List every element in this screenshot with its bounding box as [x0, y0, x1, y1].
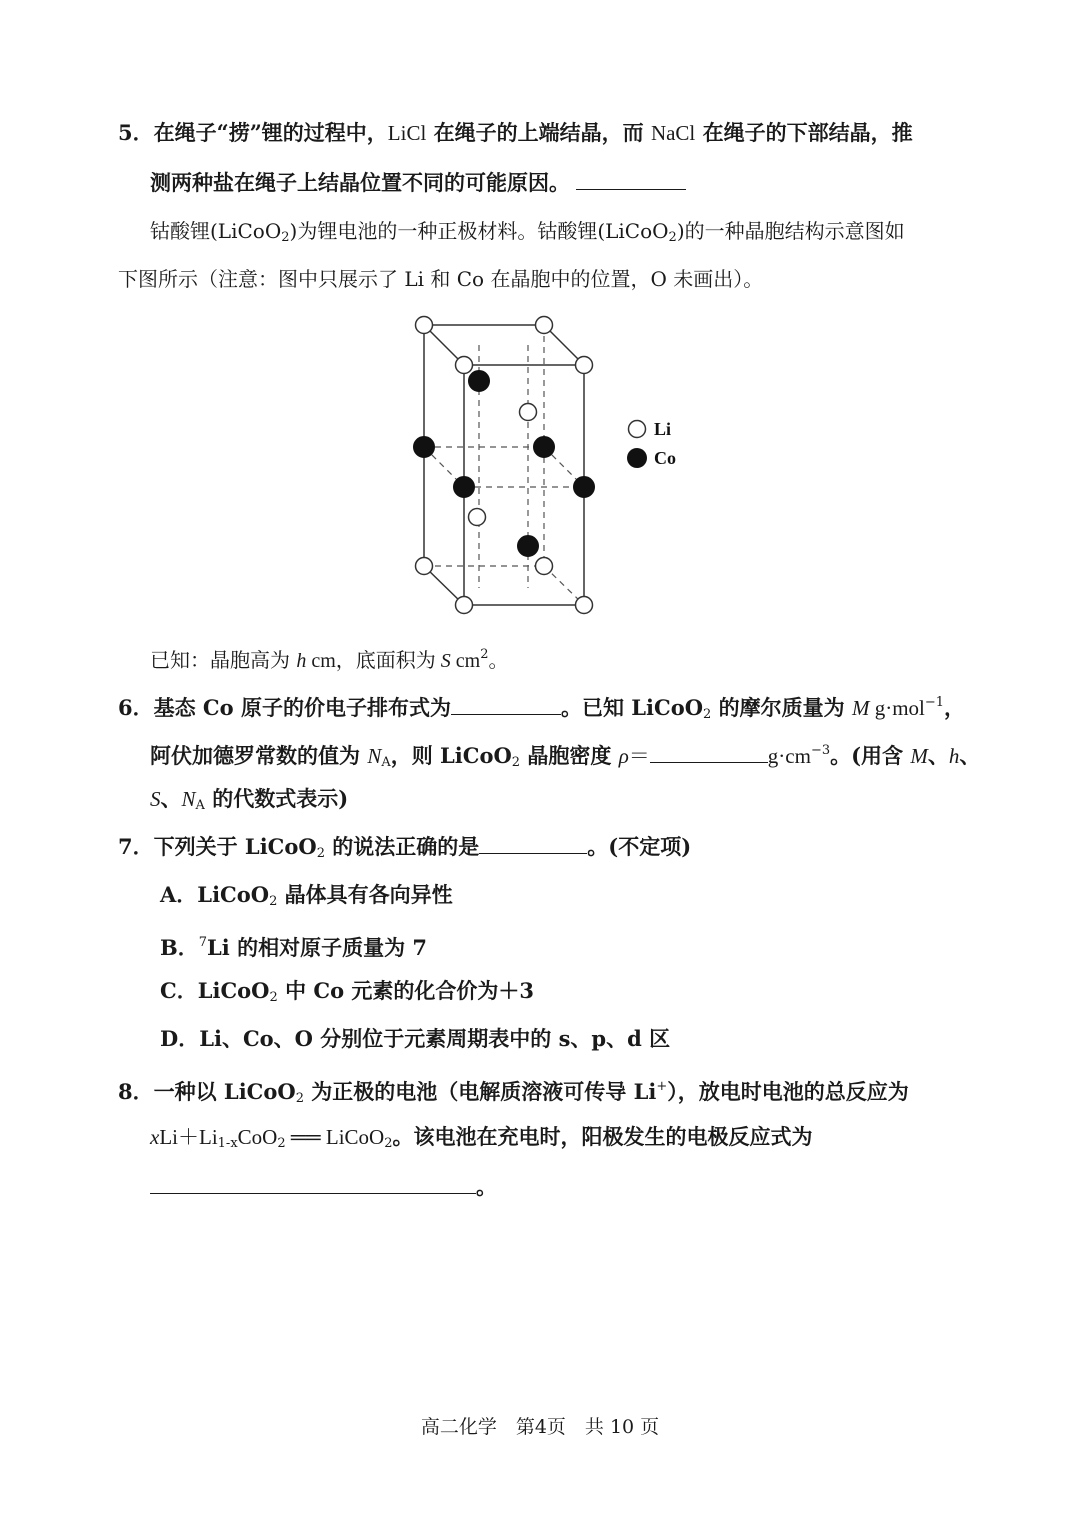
- q6-l-sep: 、: [160, 786, 182, 811]
- co-atom: [469, 371, 490, 392]
- q6-units: g·mol: [869, 696, 925, 720]
- q6-sub-1: 2: [703, 707, 712, 722]
- q8-text-b: 为正极的电池（电解质溶液可传导 Li: [303, 1079, 657, 1104]
- q8-answer-blank[interactable]: [150, 1173, 476, 1194]
- li-atom: [576, 597, 593, 614]
- q7-option-c-text-b: 中 Co 元素的化合价为＋3: [277, 978, 535, 1003]
- q6-number: 6．: [118, 695, 154, 720]
- q6-k-sep2: 、: [959, 743, 981, 768]
- li-atom: [469, 509, 486, 526]
- crystal-cell-figure: [400, 305, 700, 625]
- q6-units-sup: −1: [924, 695, 945, 710]
- q6-sub-2: 2: [511, 755, 521, 770]
- q6-text-b: 。已知 LiCoO: [560, 695, 704, 720]
- q8-text-a: 一种以 LiCoO: [153, 1079, 296, 1104]
- intro-line-1: [150, 216, 905, 253]
- q6-k-sep1: 、: [927, 743, 949, 768]
- figure-legend: [627, 419, 676, 468]
- q8-sub-3: 2: [384, 1136, 393, 1151]
- li-atom: [536, 317, 553, 334]
- intro-sub-1: 2: [281, 230, 290, 245]
- q7-stem-c: 。(不定项): [587, 834, 692, 859]
- q6-text-c: 的摩尔质量为: [711, 695, 852, 720]
- li-atom: [416, 317, 433, 334]
- q5-line-1: [118, 118, 913, 148]
- known-sup: 2: [480, 647, 489, 662]
- q6-text-a: 基态 Co 原子的价电子排布式为: [153, 695, 451, 720]
- q7-option-a-text-b: 晶体具有各向异性: [277, 882, 453, 907]
- q7-number: 7．: [118, 834, 154, 859]
- q8-text-e: CoO: [237, 1125, 278, 1149]
- q6-rho: ρ: [618, 744, 629, 768]
- intro-text-2: 下图所示（注意：图中只展示了 Li 和 Co 在晶胞中的位置，O 未画出）。: [118, 267, 764, 291]
- q6-text-g: ，则 LiCoO: [390, 743, 512, 768]
- q7-option-a-label: A．: [160, 882, 198, 907]
- q8-text-f: ══ LiCoO: [285, 1125, 385, 1149]
- q8-sub-1: 2: [295, 1091, 304, 1106]
- footer-text: 高二化学 第4页 共 10 页: [420, 1416, 660, 1438]
- q6-l-end: 的代数式表示): [204, 786, 349, 811]
- li-atom: [456, 357, 473, 374]
- q5-answer-blank[interactable]: [576, 169, 686, 190]
- li-atom: [520, 404, 537, 421]
- intro-text-a: 钴酸锂(LiCoO: [150, 219, 282, 243]
- q6-density-units: g·cm: [767, 744, 811, 768]
- q8-sup: +: [656, 1079, 668, 1094]
- co-atom: [454, 477, 475, 498]
- known-mid: cm，底面积为: [306, 650, 441, 672]
- q5-text-2: 测两种盐在绳子上结晶位置不同的可能原因。: [150, 170, 570, 195]
- q6-na: N: [367, 744, 382, 768]
- q7-stem-b: 的说法正确的是: [324, 834, 480, 859]
- q6-blank-1[interactable]: [451, 694, 561, 715]
- q6-l-na-sub: A: [195, 798, 205, 813]
- q6-k-m: M: [910, 744, 928, 768]
- cell-dashed-edges: [424, 325, 584, 605]
- q5-nacl: NaCl: [650, 121, 696, 145]
- q6-blank-2[interactable]: [650, 742, 768, 763]
- q7-option-b-sup: 7: [198, 935, 208, 950]
- known-end: 。: [488, 648, 509, 672]
- q6-l-s: S: [150, 787, 161, 811]
- q8-line-2: [150, 1122, 813, 1159]
- q6-na-sub: A: [381, 755, 391, 770]
- q8-text-d: Li＋Li: [159, 1125, 218, 1149]
- q5-text-post: 在绳子的下部结晶，推: [695, 120, 913, 145]
- q7-option-b-text: Li 的相对原子质量为 7: [207, 935, 428, 960]
- q5-line-2: [150, 168, 686, 198]
- intro-sub-2: 2: [668, 230, 677, 245]
- known-line: [150, 640, 509, 676]
- q5-text-pre: 在绳子“捞”锂的过程中，: [153, 120, 388, 145]
- q8-text-c: ），放电时电池的总反应为: [667, 1079, 909, 1104]
- q7-option-a[interactable]: [160, 880, 453, 917]
- q6-line-1: [118, 688, 965, 730]
- li-atom: [456, 597, 473, 614]
- li-atom: [576, 357, 593, 374]
- q7-option-c-label: C．: [160, 978, 198, 1003]
- q6-text-h: 晶胞密度: [520, 743, 619, 768]
- li-atom: [536, 558, 553, 575]
- q7-option-a-sub: 2: [269, 894, 278, 909]
- q6-text-f: 阿伏加德罗常数的值为: [150, 743, 368, 768]
- q7-option-c[interactable]: [160, 976, 534, 1013]
- q7-option-d-label: D．: [160, 1026, 200, 1051]
- q6-k-h: h: [948, 744, 960, 768]
- q8-sub-x: 1-x: [217, 1136, 238, 1151]
- q6-l-na: N: [181, 787, 196, 811]
- q7-option-a-text-a: LiCoO: [197, 882, 270, 907]
- q5-text-mid: 在绳子的上端结晶，而: [426, 120, 651, 145]
- legend-li-label: Li: [654, 419, 672, 439]
- q6-equals: ＝: [628, 744, 650, 768]
- q8-line-3: [150, 1172, 497, 1202]
- legend-co-label: Co: [654, 448, 676, 468]
- q7-option-c-text-a: LiCoO: [197, 978, 270, 1003]
- q8-number: 8．: [118, 1079, 154, 1104]
- q8-line-1: [118, 1072, 909, 1114]
- legend-co-icon: [627, 448, 647, 468]
- li-atom: [416, 558, 433, 575]
- q6-text-e: ，: [944, 695, 966, 720]
- q6-line-2: [150, 736, 980, 778]
- q8-x: x: [150, 1125, 160, 1149]
- q6-density-sup: −3: [810, 743, 831, 758]
- q8-text-g: 。该电池在充电时，阳极发生的电极反应式为: [392, 1124, 813, 1149]
- cell-solid-edges: [424, 325, 584, 605]
- co-atom: [518, 536, 539, 557]
- q6-m: M: [851, 696, 870, 720]
- q7-option-c-sub: 2: [269, 990, 278, 1005]
- co-atom: [574, 477, 595, 498]
- q7-option-d[interactable]: [160, 1024, 670, 1054]
- intro-line-2: [118, 264, 763, 294]
- q6-line-3: [150, 784, 348, 821]
- intro-text-b: )为锂电池的一种正极材料。钴酸锂(LiCoO: [289, 219, 669, 243]
- q7-stem: [118, 832, 691, 869]
- known-s: S: [440, 650, 451, 672]
- co-atom: [414, 437, 435, 458]
- q5-licl: LiCl: [387, 121, 427, 145]
- known-h: h: [296, 650, 307, 672]
- q7-option-b[interactable]: [160, 928, 427, 963]
- q6-text-k: 。(用含: [830, 743, 911, 768]
- q8-end: 。: [476, 1174, 497, 1199]
- q7-sub: 2: [316, 846, 325, 861]
- known-pre: 已知：晶胞高为: [150, 648, 297, 672]
- q5-number: 5．: [118, 120, 154, 145]
- q7-blank[interactable]: [479, 833, 587, 854]
- q7-option-d-text: Li、Co、O 分别位于元素周期表中的 s、p、d 区: [199, 1026, 671, 1051]
- known-post: cm: [450, 650, 481, 672]
- q7-option-b-label: B．: [160, 935, 199, 960]
- legend-li-icon: [629, 421, 646, 438]
- co-atom: [534, 437, 555, 458]
- page-footer: [0, 1412, 1080, 1439]
- intro-text-c: )的一种晶胞结构示意图如: [676, 219, 905, 243]
- q8-sub-2: 2: [277, 1136, 286, 1151]
- q7-stem-a: 下列关于 LiCoO: [153, 834, 317, 859]
